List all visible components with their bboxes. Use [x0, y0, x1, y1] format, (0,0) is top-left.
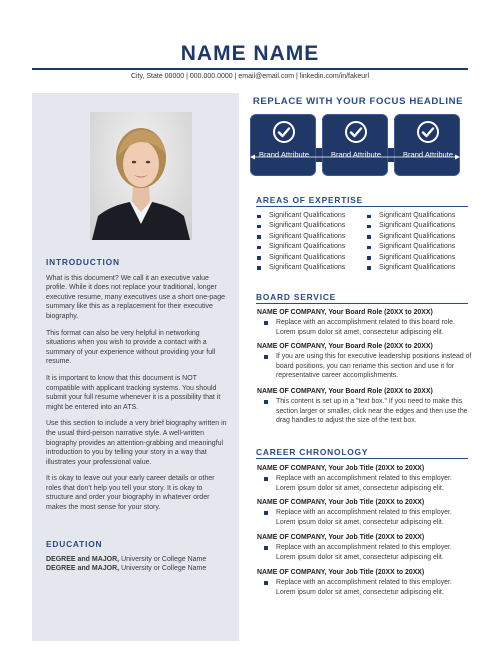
board-entry-heading: NAME OF COMPANY, Your Board Role (20XX to 20XX) — [257, 343, 433, 350]
introduction-section — [46, 258, 228, 520]
career-accomplishment: Replace with an accomplishment related to this employer. Lorem ipsum dolor sit amet, consectetur adipiscing elit. — [257, 578, 472, 597]
career-entry-heading: NAME OF COMPANY, Your Job Title (20XX to 20XX) — [257, 499, 425, 506]
expertise-item: Significant Qualifications — [366, 253, 455, 263]
career-entry — [257, 568, 472, 597]
checkmark-circle-icon — [272, 120, 296, 144]
double-arrow-icon — [250, 154, 460, 160]
degree-label: DEGREE and MAJOR, — [46, 555, 120, 563]
career-entry-heading: NAME OF COMPANY, Your Job Title (20XX to 20XX) — [257, 465, 425, 472]
board-accomplishment: If you are using this for executive leadership positions instead of board positions, you can rename this section and use it for representative career accomplishments. — [257, 352, 472, 381]
career-entry — [257, 533, 472, 562]
expertise-item: Significant Qualifications — [366, 221, 455, 231]
career-accomplishment: Replace with an accomplishment related to this employer. Lorem ipsum dolor sit amet, consectetur adipiscing elit. — [257, 474, 472, 493]
expertise-item: Significant Qualifications — [366, 232, 455, 242]
brand-attribute-label: Brand Attribute — [258, 150, 310, 159]
expertise-item: Significant Qualifications — [366, 211, 455, 221]
header-rule — [32, 68, 468, 70]
intro-paragraph: What is this document? We call it an executive value profile. While it does not replace your traditional, longer executive resume, many executives use a short one-page summary like this as a replacement for their executive biography. — [46, 274, 225, 320]
brand-attribute-tile — [322, 114, 388, 176]
checkmark-circle-icon — [416, 120, 440, 144]
board-accomplishment: Replace with an accomplishment related to this board role. Lorem ipsum dolor sit amet, consectetur adipiscing elit. — [257, 318, 472, 337]
education-entry — [46, 555, 228, 565]
brand-attributes — [250, 114, 460, 182]
expertise-item: Significant Qualifications — [256, 253, 345, 263]
board-entry — [257, 387, 472, 426]
brand-attribute-label: Brand Attribute — [330, 150, 382, 159]
education-section — [46, 540, 228, 574]
contact-line: City, State 00000 | 000.000.0000 | email@email.com | linkedin.com/in/fakeurl — [130, 73, 370, 80]
expertise-list-left — [256, 211, 345, 273]
expertise-item: Significant Qualifications — [256, 211, 345, 221]
career-entry-heading: NAME OF COMPANY, Your Job Title (20XX to 20XX) — [257, 534, 425, 541]
expertise-item: Significant Qualifications — [256, 221, 345, 231]
intro-paragraph: It is important to know that this document is NOT compatible with applicant tracking systems. You should submit your full resume whenever it is a possibility that it might be entered into an ATS. — [46, 374, 221, 411]
board-entry-heading: NAME OF COMPANY, Your Board Role (20XX to 20XX) — [257, 309, 433, 316]
expertise-item: Significant Qualifications — [256, 263, 345, 273]
school-name: University or College Name — [119, 555, 207, 563]
career-accomplishment: Replace with an accomplishment related to this employer. Lorem ipsum dolor sit amet, consectetur adipiscing elit. — [257, 508, 472, 527]
career-chronology-rule — [256, 458, 468, 459]
focus-headline: REPLACE WITH YOUR FOCUS HEADLINE — [252, 96, 464, 107]
brand-attribute-tile — [394, 114, 460, 176]
expertise-item: Significant Qualifications — [256, 232, 345, 242]
checkmark-circle-icon — [344, 120, 368, 144]
expertise-rule — [256, 206, 468, 207]
expertise-title: AREAS OF EXPERTISE — [256, 195, 364, 205]
brand-attribute-label: Brand Attribute — [402, 150, 454, 159]
expertise-item: Significant Qualifications — [366, 263, 455, 273]
education-title: EDUCATION — [46, 539, 103, 549]
education-entry — [46, 564, 228, 574]
board-service-title: BOARD SERVICE — [256, 292, 337, 302]
board-entry-heading: NAME OF COMPANY, Your Board Role (20XX to 20XX) — [257, 388, 433, 395]
board-accomplishment: This content is set up in a "text box." If you need to make this section larger or smaller, click near the edges and then use the drag handles to adjust the size of the text box. — [257, 397, 472, 426]
expertise-item: Significant Qualifications — [256, 242, 345, 252]
degree-label: DEGREE and MAJOR, — [46, 565, 120, 573]
career-accomplishment: Replace with an accomplishment related to this employer. Lorem ipsum dolor sit amet, consectetur adipiscing elit. — [257, 543, 472, 562]
intro-paragraph: This format can also be very helpful in networking situations when you wish to provide a contact with a summary of your experience without providing your full resume. — [46, 329, 216, 366]
career-chronology-title: CAREER CHRONOLOGY — [256, 447, 369, 457]
brand-attribute-tile — [250, 114, 316, 176]
board-service-rule — [256, 303, 468, 304]
expertise-item: Significant Qualifications — [366, 242, 455, 252]
career-entry — [257, 498, 472, 527]
board-entry — [257, 342, 472, 381]
introduction-title: INTRODUCTION — [46, 257, 120, 267]
expertise-list-right — [366, 211, 455, 273]
intro-paragraph: Use this section to include a very brief biography written in the usual third-person narrative style. A well-written biography provides an attention-grabbing and meaningful introduction to you by telling your story in a way that illustrates your professional value. — [46, 420, 227, 466]
board-entry — [257, 308, 472, 337]
career-entry-heading: NAME OF COMPANY, Your Job Title (20XX to 20XX) — [257, 569, 425, 576]
school-name: University or College Name — [119, 565, 207, 573]
profile-photo — [90, 112, 192, 240]
name-heading: NAME NAME — [180, 42, 320, 65]
career-entry — [257, 464, 472, 493]
intro-paragraph: It is okay to leave out your early career details or other roles that don't help you tell your story. It is okay to structure and order your biography in whatever order makes the most sense for your story. — [46, 475, 215, 512]
